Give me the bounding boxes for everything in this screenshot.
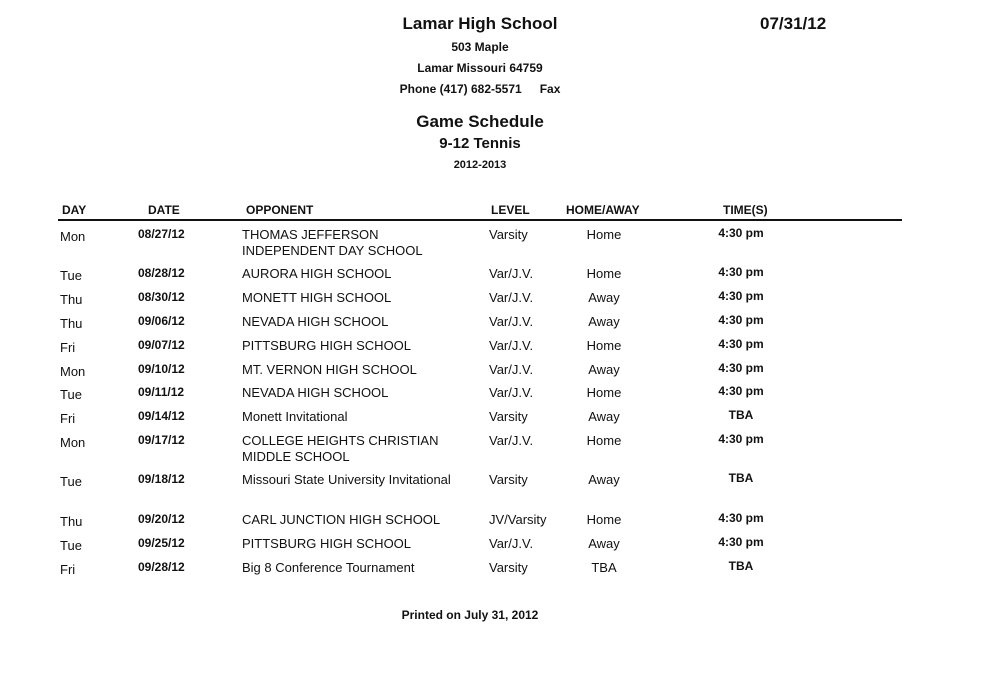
row-opponent: NEVADA HIGH SCHOOL [242,314,389,329]
school-phone-line [0,82,960,96]
row-date: 09/20/12 [138,512,185,526]
row-time: 4:30 pm [718,313,764,327]
row-opponent: AURORA HIGH SCHOOL [242,266,392,281]
row-time: TBA [728,408,754,422]
row-opponent: MT. VERNON HIGH SCHOOL [242,362,417,377]
row-time: 4:30 pm [718,535,764,549]
school-address: 503 Maple [451,40,509,54]
row-date: 09/14/12 [138,409,185,423]
row-level: Var/J.V. [489,338,534,353]
row-day: Tue [60,268,82,283]
row-date: 09/17/12 [138,433,185,447]
row-time: 4:30 pm [718,265,764,279]
row-date: 09/11/12 [138,385,185,399]
row-date: 08/30/12 [138,290,185,304]
row-opponent: MONETT HIGH SCHOOL [242,290,392,305]
row-home-away: Home [586,227,622,242]
row-time: 4:30 pm [718,511,764,525]
row-opponent: Monett Invitational [242,409,348,424]
printed-on-footer: Printed on July 31, 2012 [401,608,539,622]
row-date: 09/28/12 [138,560,185,574]
column-header-date: DATE [148,203,180,217]
row-time: TBA [728,559,754,573]
row-level: Var/J.V. [489,433,534,448]
row-opponent: NEVADA HIGH SCHOOL [242,385,389,400]
school-name: Lamar High School [402,14,558,33]
row-date: 08/28/12 [138,266,185,280]
row-day: Fri [60,411,76,426]
row-level: Var/J.V. [489,314,534,329]
column-header-level: LEVEL [491,203,530,217]
row-level: Varsity [489,409,528,424]
row-time: 4:30 pm [718,384,764,398]
row-home-away: Away [588,314,620,329]
row-opponent: COLLEGE HEIGHTS CHRISTIAN MIDDLE SCHOOL [242,433,439,464]
row-date: 09/06/12 [138,314,185,328]
row-level: Var/J.V. [489,266,534,281]
column-header-time: TIME(S) [723,203,768,217]
row-day: Tue [60,474,82,489]
row-date: 09/10/12 [138,362,185,376]
row-home-away: TBA [591,560,617,575]
row-opponent: PITTSBURG HIGH SCHOOL [242,338,412,353]
row-level: Var/J.V. [489,290,534,305]
fax-label: Fax [539,82,561,96]
row-time: 4:30 pm [718,361,764,375]
row-day: Thu [60,316,83,331]
row-opponent: CARL JUNCTION HIGH SCHOOL [242,512,441,527]
row-day: Thu [60,292,83,307]
row-day: Fri [60,340,76,355]
row-home-away: Home [586,512,622,527]
print-date: 07/31/12 [760,14,827,33]
table-header [0,203,1000,219]
row-home-away: Away [588,536,620,551]
row-date: 09/25/12 [138,536,185,550]
row-day: Mon [60,364,86,379]
row-day: Thu [60,514,83,529]
school-city: Lamar Missouri 64759 [417,61,543,75]
row-opponent: Big 8 Conference Tournament [242,560,415,575]
row-day: Mon [60,435,86,450]
row-day: Tue [60,387,82,402]
row-day: Mon [60,229,86,244]
column-header-home-away: HOME/AWAY [566,203,640,217]
row-home-away: Home [586,338,622,353]
row-home-away: Home [586,385,622,400]
row-date: 09/07/12 [138,338,185,352]
row-level: Varsity [489,227,528,242]
row-home-away: Home [586,433,622,448]
row-time: TBA [728,471,754,485]
row-level: JV/Varsity [489,512,547,527]
page-subtitle: 9-12 Tennis [439,135,521,152]
row-home-away: Away [588,472,620,487]
row-time: 4:30 pm [718,432,764,446]
row-opponent: Missouri State University Invitational [242,472,451,487]
row-home-away: Away [588,290,620,305]
row-opponent: PITTSBURG HIGH SCHOOL [242,536,412,551]
column-header-day: DAY [62,203,87,217]
column-header-opponent: OPPONENT [246,203,314,217]
school-phone: Phone (417) 682-5571 [399,82,522,96]
row-time: 4:30 pm [718,337,764,351]
row-level: Var/J.V. [489,362,534,377]
row-level: Varsity [489,560,528,575]
row-home-away: Away [588,362,620,377]
header-divider [58,219,902,221]
row-time: 4:30 pm [718,289,764,303]
row-level: Var/J.V. [489,536,534,551]
row-day: Fri [60,562,76,577]
row-date: 09/18/12 [138,472,185,486]
row-level: Var/J.V. [489,385,534,400]
row-time: 4:30 pm [718,226,764,240]
row-opponent: THOMAS JEFFERSON INDEPENDENT DAY SCHOOL [242,227,423,258]
row-home-away: Away [588,409,620,424]
row-level: Varsity [489,472,528,487]
row-home-away: Home [586,266,622,281]
season-label: 2012-2013 [453,159,507,171]
row-day: Tue [60,538,82,553]
row-date: 08/27/12 [138,227,185,241]
page-title: Game Schedule [416,112,544,131]
